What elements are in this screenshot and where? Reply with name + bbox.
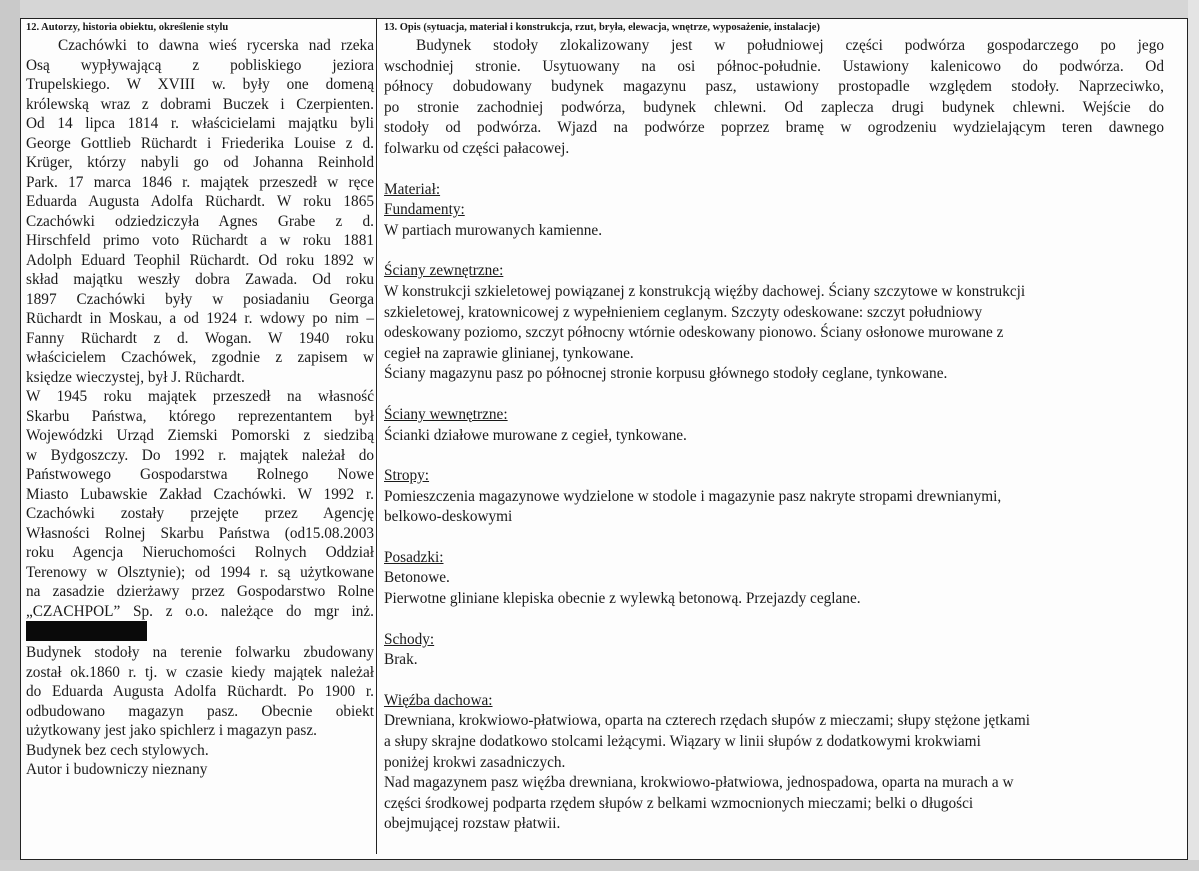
ext-walls-line: W konstrukcji szkieletowej powiązanej z konstrukcją więźby dachowej. Ściany szczytowe w konstrukcji [384, 282, 1026, 300]
roof-line: części środkowej podparta rzędem słupów z belkami wzmocnionych mieczami; belki o długości [384, 794, 974, 812]
ext-walls-section [384, 261, 1164, 385]
scan-edge-bottom [0, 860, 1199, 871]
description-column [384, 20, 1164, 835]
history-line: Czachówki odziedziczyła Agnes Grabe z d. [26, 212, 374, 230]
history-line: królewską wraz z dobrami Buczek i Czerpienten. [26, 95, 374, 113]
roof-line: a słupy skrajne dodatkowo stolcami leżącymi. Wiązary w linii słupów z dodatkowymi krokwiami [384, 733, 981, 751]
scan-edge-right [1188, 0, 1199, 871]
history-line: Fanny Rüchardt z d. Wogan. W 1940 roku [26, 329, 374, 347]
building-line: użytkowany jest jako spichlerz i magazyn pasz. [26, 722, 317, 739]
intro-paragraph [384, 36, 1164, 160]
building-line: Budynek stodoły na terenie folwarku zbudowany [26, 644, 374, 661]
roof-line: Nad magazynem pasz więźba drewniana, krokwiowo-płatwiowa, jednospadowa, oparta na murach a w [384, 774, 1014, 792]
history-line: Rüchardt in Moskau, a od 1924 r. wdowy po nim – [26, 310, 374, 327]
stairs-text: Brak. [384, 651, 418, 669]
roof-line: obejmującej rozstaw płatwii. [384, 815, 561, 833]
redaction-bar [26, 621, 147, 641]
int-walls-title: Ściany wewnętrzne: [384, 405, 508, 423]
building-line: został ok.1860 r. tj. w czasie kiedy majątek należał [26, 663, 374, 681]
foundations-title: Fundamenty: [384, 201, 465, 219]
history-line: Park. 17 marca 1846 r. majątek przeszedł w ręce [26, 173, 374, 191]
int-walls-text: Ścianki działowe murowane z cegieł, tynkowane. [384, 426, 687, 444]
roof-title: Więźba dachowa: [384, 691, 493, 709]
post-war-line: Terenowy w Olsztynie); od 1994 r. są użytkowane [26, 563, 374, 581]
ceilings-section [384, 466, 1164, 528]
material-section [384, 180, 1164, 242]
post-war-line: „CZACHPOL” Sp. z o.o. należące do mgr inż. [26, 602, 374, 620]
floors-title: Posadzki: [384, 548, 444, 566]
column-divider [376, 18, 377, 854]
post-war-line: w Bydgoszczy. Do 1992 r. majątek należał do [26, 446, 374, 464]
intro-line: stodoły od podwórza. Wjazd na podwórze poprzez bramę w ogrodzeniu wydzielającym teren dawnego [384, 119, 1164, 137]
post-war-line: Skarbu Państwa, którego reprezentantem był [26, 407, 374, 425]
ext-walls-line: cegieł na zaprawie glinianej, tynkowane. [384, 344, 634, 362]
stairs-title: Schody: [384, 630, 435, 648]
roof-line: poniżej krokwi zasadniczych. [384, 753, 566, 771]
history-line: Trupelskiego. W XVIII w. były one domeną [26, 76, 374, 93]
ext-walls-line: odeskowany poziomo, szczyt północny wtórnie odeskowany pionowo. Ściany osłonowe murowane z [384, 324, 1004, 342]
roof-line: Drewniana, krokwiowo-płatwiowa, oparta na czterech rzędach słupów z mieczami; słupy stężone jętkami [384, 712, 1031, 730]
history-line: księdze wieczystej, był J. Rüchardt. [26, 368, 245, 386]
history-line: Od 14 lipca 1814 r. właścicielami majątku byli [26, 115, 374, 132]
building-line: do Eduarda Augusta Adolfa Rüchardt. Po 1900 r. [26, 683, 374, 700]
intro-line: po stronie zachodniej podwórza, budynek chlewni. Od zaplecza drugi budynek chlewni. Wejście do [384, 98, 1164, 116]
author-note: Autor i budowniczy nieznany [26, 761, 208, 778]
history-paragraph [26, 36, 374, 387]
post-war-line: Miasto Lubawskie Zakład Czachówki. W 1992 r. [26, 485, 374, 503]
foundations-text: W partiach murowanych kamienne. [384, 221, 603, 239]
intro-line: północy dobudowany budynek magazynu pasz, ustawiony prostopadle względem stodoły. Naprzeciwko, [384, 78, 1164, 96]
description-heading: 13. Opis (sytuacja, materiał i konstrukcja, rzut, bryła, elewacja, wnętrze, wyposażenie, instalacje) [384, 22, 820, 33]
post-war-line: na zasadzie dzierżawy przez Gospodarstwo Rolne [26, 583, 374, 600]
intro-line: Budynek stodoły zlokalizowany jest w południowej części podwórza gospodarczego po jego [416, 37, 1164, 54]
history-line: George Gottlieb Rüchardt i Friederika Louise z d. [26, 134, 374, 152]
floors-line: Pierwotne gliniane klepiska obecnie z wylewką betonową. Przejazdy ceglane. [384, 590, 861, 608]
post-war-line: Własności Rolnej Skarbu Państwa (od15.08.2003 [26, 524, 374, 542]
roof-section [384, 691, 1164, 835]
ext-walls-title: Ściany zewnętrzne: [384, 262, 504, 280]
ceilings-line: Pomieszczenia magazynowe wydzielone w stodole i magazynie pasz nakryte stropami drewnianymi, [384, 487, 1002, 505]
history-line: właścicielem Czachówek, zgodnie z zapisem w [26, 349, 374, 366]
post-war-line: roku Agencja Nieruchomości Rolnych Oddział [26, 544, 374, 561]
history-line: skład majątku weszły dobra Zawada. Od roku [26, 271, 374, 288]
scan-edge-left [0, 0, 20, 871]
history-line: Krüger, którzy nabyli go od Johanna Reinhold [26, 154, 374, 171]
intro-line: folwarku od części pałacowej. [384, 139, 570, 157]
history-line: Osą wypływającą z pobliskiego jeziora [26, 56, 374, 74]
post-war-line: Wojewódzki Urząd Ziemski Pomorski z siedzibą [26, 427, 374, 444]
int-walls-section [384, 405, 1164, 446]
floors-line: Betonowe. [384, 569, 450, 587]
floors-section [384, 548, 1164, 610]
ext-walls-line: szkieletowej, kratownicowej z wypełnieniem ceglanym. Szczyty odeskowane: szczyt południowy [384, 303, 983, 321]
building-line: odbudowano magazyn pasz. Obecnie obiekt [26, 702, 374, 720]
post-war-line: Państwowego Gospodarstwa Rolnego Nowe [26, 466, 374, 483]
history-line: Czachówki to dawna wieś rycerska nad rzeka [58, 37, 374, 54]
history-line: Eduarda Augusta Adolfa Rüchardt. W roku 1865 [26, 193, 374, 210]
history-column [26, 20, 374, 780]
post-war-line: W 1945 roku majątek przeszedł na własność [26, 388, 374, 405]
history-line: Hirschfeld primo voto Rüchardt a w roku 1881 [26, 232, 374, 249]
intro-line: wschodniej stronie. Usytuowany na osi północ-południe. Ustawiony kalenicowo do podwórza. Od [384, 57, 1164, 75]
ceilings-title: Stropy: [384, 467, 430, 485]
style-note: Budynek bez cech stylowych. [26, 741, 209, 759]
material-title: Materiał: [384, 180, 441, 198]
history-line: 1897 Czachówki były w posiadaniu Georga [26, 290, 374, 308]
stairs-section [384, 630, 1164, 671]
post-war-line: Czachówki zostały przejęte przez Agencję [26, 505, 374, 522]
ceilings-line: belkowo-deskowymi [384, 508, 513, 526]
building-paragraph [26, 643, 374, 780]
history-heading: 12. Autorzy, historia obiektu, określenie stylu [26, 22, 229, 33]
ext-walls-line: Ściany magazynu pasz po północnej stronie korpusu głównego stodoły ceglane, tynkowane. [384, 365, 948, 383]
history-line: Adolph Eduard Teophil Rüchardt. Od roku 1892 w [26, 251, 374, 269]
post-war-paragraph [26, 387, 374, 641]
